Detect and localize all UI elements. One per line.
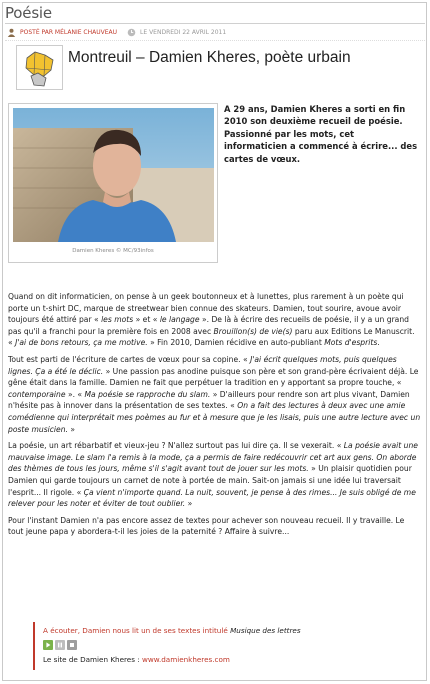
- photo-caption: Damien Kheres © MC/93infos: [72, 248, 154, 254]
- audio-box: [33, 622, 413, 670]
- quote-text: Brouillon(s) de vie(s): [213, 326, 293, 336]
- audio-title: Musique des lettres: [230, 626, 301, 635]
- paragraph-text: » D'ailleurs pour rendre son art plus vivant, Damien n'hésite pas à innover dans la présentation de ses textes. «: [8, 389, 410, 411]
- quote-text: le langage: [159, 315, 200, 325]
- paragraph-text: »: [185, 499, 193, 509]
- quote-text: Ça vient n'importe quand. La nuit, souvent, je pense à des rimes... Je suis obligé de me relever pour les noter et éviter de tout oublier.: [8, 487, 416, 509]
- paragraph-text: La poésie, un art rébarbatif et vieux-jeu ? N'allez surtout pas lui dire ça. Il se vexerait. «: [8, 441, 344, 451]
- site-link[interactable]: www.damienkheres.com: [141, 655, 230, 664]
- paragraph-text: ». «: [65, 389, 85, 399]
- section-title: Poésie: [5, 4, 52, 22]
- quote-text: J'ai de bons retours, ça me motive.: [15, 338, 148, 348]
- paragraph-text: Tout est parti de l'écriture de cartes de vœux pour sa copine. «: [8, 354, 251, 364]
- article-intro: A 29 ans, Damien Kheres a sorti en fin 2010 son deuxième recueil de poésie. Passionné par les mots, cet informaticien a commencé à écrire... des cartes de vœux.: [224, 104, 418, 164]
- article-paragraph: [8, 291, 421, 349]
- paragraph-text: »: [67, 424, 76, 434]
- author-link[interactable]: POSTÉ PAR MÉLANIE CHAUVEAU: [20, 29, 118, 36]
- article-body: [8, 291, 421, 543]
- quote-text: La poésie avait une mauvaise image. Le slam l'a remis à la mode, ça a permis de faire redécouvrir cet art aux gens. On aborde des thèmes de tous les jours, même s'il s'agit avant tout de jouer sur les mots.: [8, 441, 418, 474]
- clock-icon: [127, 28, 136, 37]
- category-logo: [16, 45, 63, 90]
- user-icon: [7, 28, 16, 37]
- quote-text: contemporaine: [8, 389, 66, 399]
- paragraph-text: Quand on dit informaticien, on pense à un geek boutonneux et à lunettes, plus rarement à un poète qui porte un t-shirt DC, marque de streetwear bien connue des skateurs. Damien, tout sourire, avoue avoir toujours été attiré par «: [8, 292, 404, 325]
- article-paragraph: [8, 354, 421, 435]
- paragraph-text: » et «: [133, 315, 160, 325]
- article-paragraph: [8, 515, 421, 538]
- map-logo-icon: [17, 46, 62, 89]
- article-paragraph: [8, 440, 421, 510]
- divider: [5, 23, 425, 24]
- site-label: Le site de Damien Kheres :: [43, 655, 142, 664]
- play-icon[interactable]: [43, 640, 53, 650]
- paragraph-text: Pour l'instant Damien n'a pas encore assez de textes pour achever son nouveau recueil. Il y travaille. Le tout jeune papa y abordera-t-il les joies de la paternité ? Affaire à suivre...: [8, 515, 405, 537]
- site-line: [43, 655, 413, 664]
- paragraph-text: » Fin 2010, Damien récidive en auto-publiant: [147, 338, 325, 348]
- paragraph-text: » Un plaisir quotidien pour Damien qui garde toujours un carnet de note à portée de main. Sait-on jamais si une idée lui traversait l'esprit... Il rigole. «: [8, 464, 412, 497]
- article-headline[interactable]: Montreuil – Damien Kheres, poète urbain: [68, 49, 351, 66]
- post-meta: [7, 28, 226, 37]
- article-photo: [8, 103, 218, 263]
- paragraph-text: ». De là à écrire des recueils de poésie, il y a un grand pas qu'il a franchi pour la première fois en 2008 avec: [8, 315, 409, 336]
- audio-player: [43, 640, 413, 650]
- audio-caption: [43, 626, 413, 635]
- pause-icon[interactable]: [55, 640, 65, 650]
- post-date: LE VENDREDI 22 AVRIL 2011: [140, 29, 227, 36]
- quote-text: J'ai écrit quelques mots, puis quelques lignes. Ça a été le déclic.: [8, 354, 397, 376]
- quote-text: les mots: [101, 315, 134, 325]
- stop-icon[interactable]: [67, 640, 77, 650]
- audio-caption-text: A écouter, Damien nous lit un de ses textes intitulé: [43, 626, 231, 635]
- paragraph-text: paru aux Editions Le Manuscrit. «: [8, 326, 415, 348]
- paragraph-text: .: [377, 338, 380, 348]
- quote-text: On a fait des lectures à deux avec une amie comédienne qui interprétait mes poèmes au fur et à mesure que je les lisais, puis une autre lecture avec un poste musicien.: [8, 401, 421, 434]
- paragraph-text: » Une passion pas anodine puisque son père et son grand-père écrivaient déjà. Le gêne était dans la famille. Damien ne fait que perpétuer la tradition en y apportant sa propre touche, «: [8, 366, 419, 388]
- quote-text: Ma poésie se rapproche du slam.: [84, 389, 211, 399]
- portrait-photo: [13, 108, 214, 242]
- divider: [5, 40, 425, 41]
- quote-text: Mots d'esprits: [324, 338, 378, 348]
